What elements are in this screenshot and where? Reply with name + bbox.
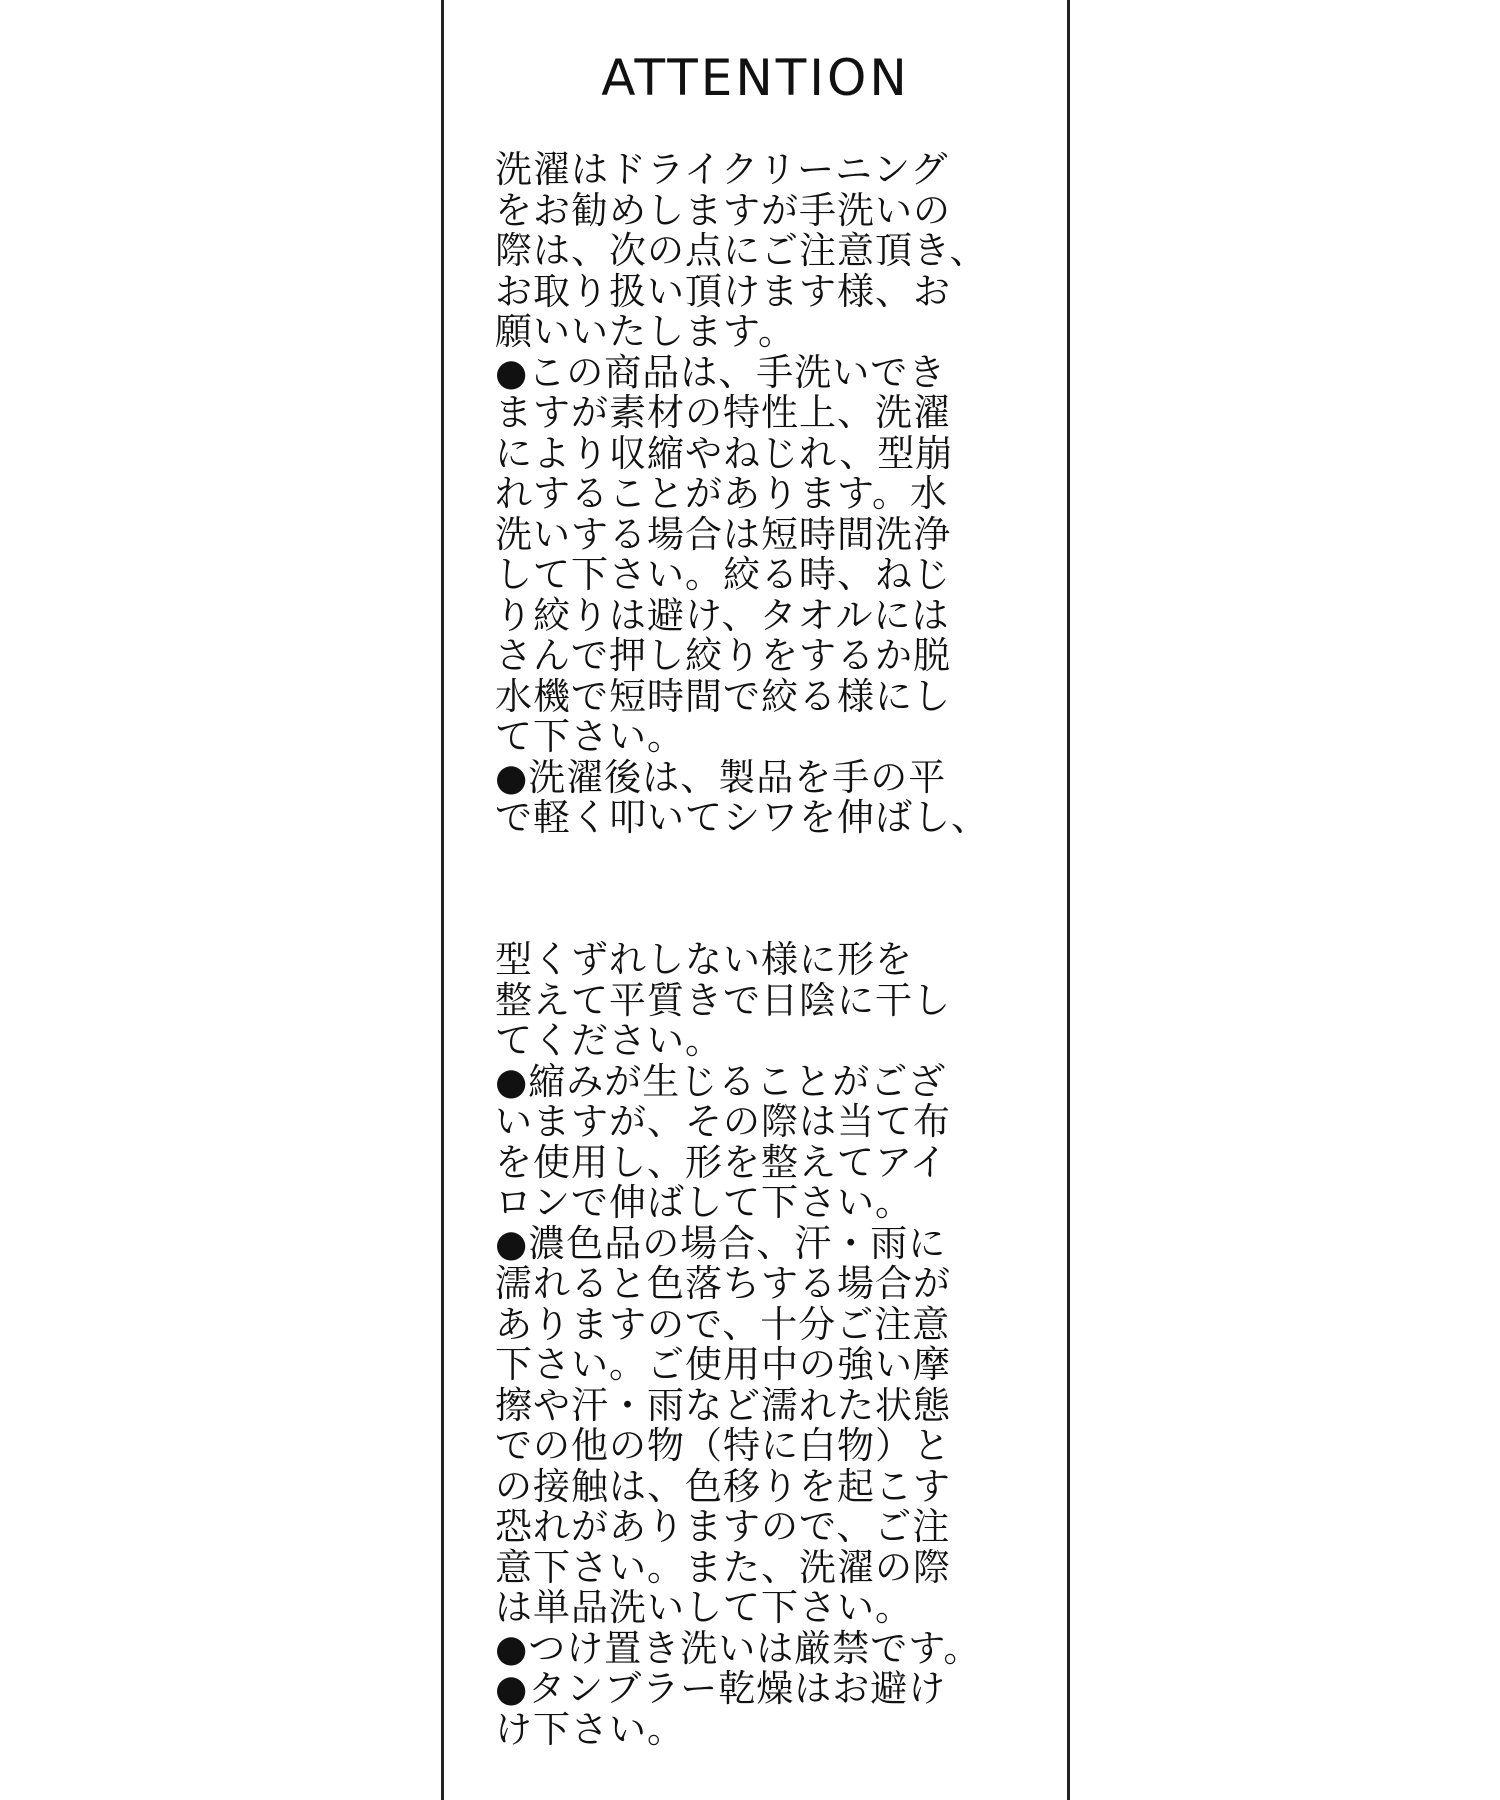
attention-title: ATTENTION <box>601 49 910 107</box>
instruction-line: ありますので、十分ご注意 <box>495 1302 951 1346</box>
care-label-panel <box>441 0 1070 1800</box>
instruction-line: 際は、次の点にご注意頂き、 <box>495 229 988 272</box>
instruction-line: 願いいたします。 <box>495 310 797 353</box>
instruction-line: をお勧めしますが手洗いの <box>495 188 951 232</box>
instruction-line: ロンで伸ばして下さい。 <box>495 1181 913 1224</box>
instruction-line: で軽く叩いてシワを伸ばし、 <box>495 796 989 839</box>
instruction-line: 水機で短時間で絞る様にし <box>495 674 951 718</box>
instruction-line: ●タンブラー乾燥はお避け <box>495 1667 947 1710</box>
instruction-line: 下さい。ご使用中の強い摩 <box>495 1343 951 1386</box>
instruction-line: り絞りは避け、タオルには <box>495 593 950 637</box>
instruction-line: け下さい。 <box>495 1707 685 1751</box>
instruction-line: 恐れがありますので、ご注 <box>495 1505 951 1548</box>
instruction-line: れすることがあります。水 <box>495 472 949 515</box>
instruction-line: いますが、その際は当て布 <box>495 1100 951 1143</box>
instruction-line: 擦や汗・雨など濡れた状態 <box>495 1383 951 1427</box>
instruction-line: 意下さい。また、洗濯の際 <box>495 1545 951 1589</box>
instruction-line: 整えて平質きで日陰に干し <box>495 978 951 1022</box>
instruction-line: により収縮やねじれ、型崩 <box>495 431 954 475</box>
instruction-line: 型くずれしない様に形を <box>495 938 913 981</box>
instruction-line: て下さい。 <box>495 715 685 758</box>
instruction-line: 濡れると色落ちする場合が <box>495 1262 951 1305</box>
instruction-line: 洗いする場合は短時間洗浄 <box>495 512 951 556</box>
care-instructions-upper <box>495 150 1025 839</box>
instruction-line: ますが素材の特性上、洗濯 <box>495 391 951 434</box>
instruction-line: てください。 <box>495 1019 723 1062</box>
instruction-line: ●縮みが生じることがござ <box>495 1059 947 1103</box>
instruction-line: ●洗濯後は、製品を手の平 <box>495 755 947 799</box>
instruction-line: 洗濯はドライクリーニング <box>495 148 949 191</box>
instruction-line: ●濃色品の場合、汗・雨に <box>495 1221 947 1265</box>
instruction-line: して下さい。絞る時、ねじ <box>495 553 951 596</box>
instruction-line: を使用し、形を整えてアイ <box>495 1140 948 1184</box>
instruction-line: さんで押し絞りをするか脱 <box>495 634 951 677</box>
instruction-line: は単品洗いして下さい。 <box>495 1586 913 1629</box>
instruction-line: ●この商品は、手洗いでき <box>495 350 947 394</box>
care-instructions-lower <box>495 940 1025 1750</box>
instruction-line: お取り扱い頂けます様、お <box>495 269 951 313</box>
instruction-line: での他の物（特に白物）と <box>495 1424 951 1467</box>
instruction-line: ●つけ置き洗いは厳禁です。 <box>495 1626 982 1670</box>
instruction-line: の接触は、色移りを起こす <box>495 1464 951 1508</box>
